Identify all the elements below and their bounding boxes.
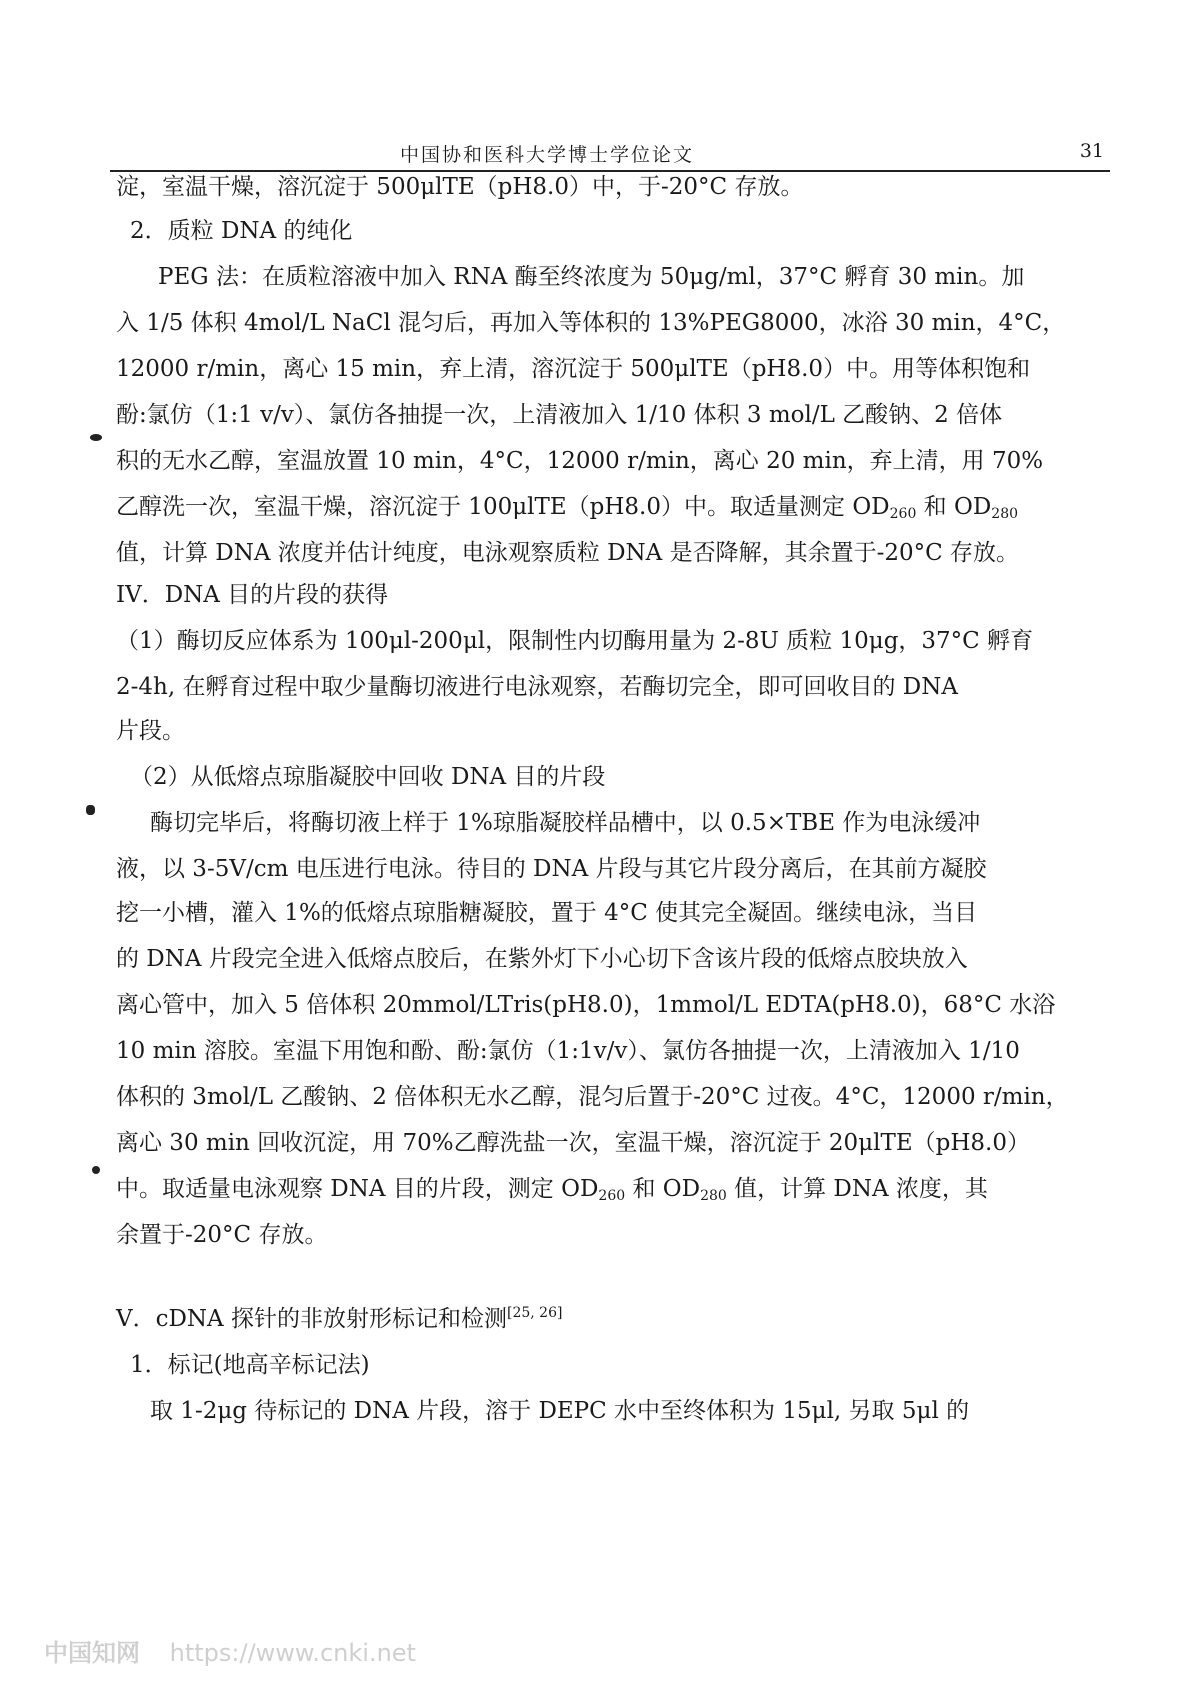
text-line: （1）酶切反应体系为 100μl-200μl，限制性内切酶用量为 2-8U 质粒 10μg，37°C 孵育 xyxy=(116,628,1034,654)
text-segment: 值，计算 DNA 浓度，其 xyxy=(726,1176,988,1202)
text-line: 挖一小槽，灌入 1%的低熔点琼脂糖凝胶，置于 4°C 使其完全凝固。继续电泳，当目 xyxy=(116,900,978,926)
subscript: 280 xyxy=(700,1188,727,1204)
subscript: 260 xyxy=(889,506,917,522)
site-name: 中国知网 xyxy=(44,1639,140,1667)
text-line: 余置于-20°C 存放。 xyxy=(116,1222,328,1248)
text-line: 积的无水乙醇，室温放置 10 min，4°C，12000 r/min，离心 20 min，弃上清，用 70% xyxy=(116,448,1044,474)
text-line: 取 1-2μg 待标记的 DNA 片段，溶于 DEPC 水中至终体积为 15μl, 另取 5μl 的 xyxy=(150,1398,970,1424)
citation: [25, 26] xyxy=(506,1305,563,1321)
page-footer xyxy=(44,1633,416,1668)
scan-mark xyxy=(92,1166,100,1174)
text-line: 离心管中，加入 5 倍体积 20mmol/LTris(pH8.0)，1mmol/L EDTA(pH8.0)，68°C 水浴 xyxy=(116,992,1056,1018)
text-line: 片段。 xyxy=(116,718,185,744)
subsection-heading: （2）从低熔点琼脂凝胶中回收 DNA 目的片段 xyxy=(130,764,606,790)
text-segment: 乙醇洗一次，室温干燥，溶沉淀于 100μlTE（pH8.0）中。取适量测定 OD xyxy=(116,494,890,520)
text-line: 酶切完毕后，将酶切液上样于 1%琼脂凝胶样品槽中，以 0.5×TBE 作为电泳缓冲 xyxy=(150,810,981,836)
text-segment: 和 OD xyxy=(916,494,992,520)
text-line-with-subscripts xyxy=(116,1174,1056,1204)
text-line: 入 1/5 体积 4mol/L NaCl 混匀后，再加入等体积的 13%PEG8000，冰浴 30 min，4°C， xyxy=(116,310,1066,336)
text-segment: 和 OD xyxy=(625,1176,701,1202)
text-line: 10 min 溶胶。室温下用饱和酚、酚:氯仿（1:1v/v）、氯仿各抽提一次，上清液加入 1/10 xyxy=(116,1038,1020,1064)
site-url: https://www.cnki.net xyxy=(169,1639,416,1667)
text-line: 酚:氯仿（1:1 v/v）、氯仿各抽提一次，上清液加入 1/10 体积 3 mol/L 乙酸钠、2 倍体 xyxy=(116,402,1003,428)
scan-mark xyxy=(90,434,102,441)
text-line: 液，以 3-5V/cm 电压进行电泳。待目的 DNA 片段与其它片段分离后，在其前方凝胶 xyxy=(116,856,987,882)
page-header xyxy=(110,136,1110,172)
text-line: 体积的 3mol/L 乙酸钠、2 倍体积无水乙醇，混匀后置于-20°C 过夜。4°C，12000 r/min， xyxy=(116,1084,1069,1110)
text-line: 淀，室温干燥，溶沉淀于 500μlTE（pH8.0）中，于-20°C 存放。 xyxy=(116,174,804,200)
page-number: 31 xyxy=(1079,140,1104,162)
section-heading: IV．DNA 目的片段的获得 xyxy=(116,582,389,608)
text-line: 2-4h, 在孵育过程中取少量酶切液进行电泳观察，若酶切完全，即可回收目的 DNA xyxy=(116,674,958,700)
text-line: 12000 r/min，离心 15 min，弃上清，溶沉淀于 500μlTE（pH8.0）中。用等体积饱和 xyxy=(116,356,1031,382)
section-heading-with-citation xyxy=(116,1304,1056,1334)
subscript: 280 xyxy=(991,506,1019,522)
text-line-with-subscripts xyxy=(116,492,1056,522)
section-heading: 2．质粒 DNA 的纯化 xyxy=(130,218,353,244)
thesis-title: 中国协和医科大学博士学位论文 xyxy=(400,144,695,166)
subsection-heading: 1．标记(地高辛标记法) xyxy=(130,1352,370,1378)
text-segment: V．cDNA 探针的非放射形标记和检测 xyxy=(116,1306,507,1332)
text-line: 离心 30 min 回收沉淀，用 70%乙醇洗盐一次，室温干燥，溶沉淀于 20μlTE（pH8.0） xyxy=(116,1130,1030,1156)
scan-mark xyxy=(86,805,95,815)
text-segment: 中。取适量电泳观察 DNA 目的片段，测定 OD xyxy=(116,1176,599,1202)
text-line: 的 DNA 片段完全进入低熔点胶后，在紫外灯下小心切下含该片段的低熔点胶块放入 xyxy=(116,946,968,972)
text-line: 值，计算 DNA 浓度并估计纯度，电泳观察质粒 DNA 是否降解，其余置于-20°C 存放。 xyxy=(116,540,1020,566)
subscript: 260 xyxy=(598,1188,626,1204)
text-line: PEG 法：在质粒溶液中加入 RNA 酶至终浓度为 50μg/ml，37°C 孵育 30 min。加 xyxy=(158,264,1025,290)
